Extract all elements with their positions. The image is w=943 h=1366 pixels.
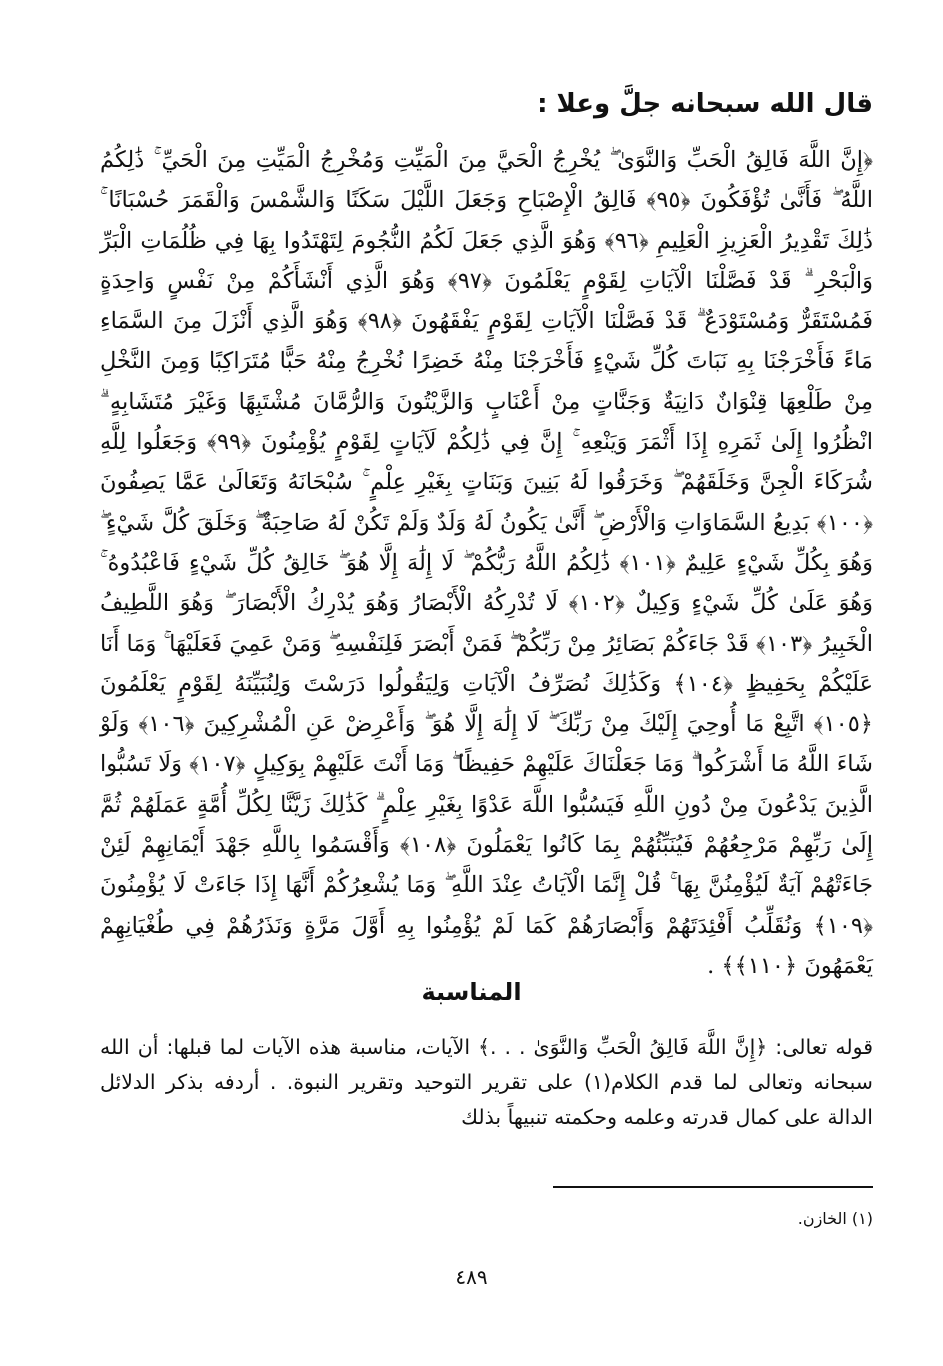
footnote: (١) الخازن.	[797, 1209, 873, 1228]
commentary-paragraph: قوله تعالى: ﴿إِنَّ اللَّهَ فَالِقُ الْحَبِّ وَالنَّوَىٰ . . .﴾ الآيات، مناسبة هذه الآيات لما قبلها: أن الله سبحانه وتعالى لما قدم الكلام(١) على تقرير التوحيد وتقرير النبوة. . أردفه بذكر الدلائل الدالة على كمال قدرته وعلمه وحكمته تنبيهاً بذلك	[100, 1035, 873, 1129]
page-number: ٤٨٩	[455, 1265, 488, 1289]
page-heading: قال الله سبحانه جلَّ وعلا :	[537, 89, 873, 119]
footnote-divider	[553, 1186, 873, 1188]
quran-verses: ﴿إِنَّ اللَّهَ فَالِقُ الْحَبِّ وَالنَّوَىٰ ۖ يُخْرِجُ الْحَيَّ مِنَ الْمَيِّتِ وَمُخْرِجُ الْمَيِّتِ مِنَ الْحَيِّ ۚ ذَٰلِكُمُ اللَّهُ ۖ فَأَنَّىٰ تُؤْفَكُونَ ﴿٩٥﴾ فَالِقُ الْإِصْبَاحِ وَجَعَلَ اللَّيْلَ سَكَنًا وَالشَّمْسَ وَالْقَمَرَ حُسْبَانًا ۚ ذَٰلِكَ تَقْدِيرُ الْعَزِيزِ الْعَلِيمِ ﴿٩٦﴾ وَهُوَ الَّذِي جَعَلَ لَكُمُ النُّجُومَ لِتَهْتَدُوا بِهَا فِي ظُلُمَاتِ الْبَرِّ وَالْبَحْرِ ۗ قَدْ فَصَّلْنَا الْآيَاتِ لِقَوْمٍ يَعْلَمُونَ ﴿٩٧﴾ وَهُوَ الَّذِي أَنْشَأَكُمْ مِنْ نَفْسٍ وَاحِدَةٍ فَمُسْتَقَرٌّ وَمُسْتَوْدَعٌ ۗ قَدْ فَصَّلْنَا الْآيَاتِ لِقَوْمٍ يَفْقَهُونَ ﴿٩٨﴾ وَهُوَ الَّذِي أَنْزَلَ مِنَ السَّمَاءِ مَاءً فَأَخْرَجْنَا بِهِ نَبَاتَ كُلِّ شَيْءٍ فَأَخْرَجْنَا مِنْهُ خَضِرًا نُخْرِجُ مِنْهُ حَبًّا مُتَرَاكِبًا وَمِنَ النَّخْلِ مِنْ طَلْعِهَا قِنْوَانٌ دَانِيَةٌ وَجَنَّاتٍ مِنْ أَعْنَابٍ وَالزَّيْتُونَ وَالرُّمَّانَ مُشْتَبِهًا وَغَيْرَ مُتَشَابِهٍ ۗ انْظُرُوا إِلَىٰ ثَمَرِهِ إِذَا أَثْمَرَ وَيَنْعِهِ ۚ إِنَّ فِي ذَٰلِكُمْ لَآيَاتٍ لِقَوْمٍ يُؤْمِنُونَ ﴿٩٩﴾ وَجَعَلُوا لِلَّهِ شُرَكَاءَ الْجِنَّ وَخَلَقَهُمْ ۖ وَخَرَقُوا لَهُ بَنِينَ وَبَنَاتٍ بِغَيْرِ عِلْمٍ ۚ سُبْحَانَهُ وَتَعَالَىٰ عَمَّا يَصِفُونَ ﴿١٠٠﴾ بَدِيعُ السَّمَاوَاتِ وَالْأَرْضِ ۖ أَنَّىٰ يَكُونُ لَهُ وَلَدٌ وَلَمْ تَكُنْ لَهُ صَاحِبَةٌ ۖ وَخَلَقَ كُلَّ شَيْءٍ ۖ وَهُوَ بِكُلِّ شَيْءٍ عَلِيمٌ ﴿١٠١﴾ ذَٰلِكُمُ اللَّهُ رَبُّكُمْ ۖ لَا إِلَٰهَ إِلَّا هُوَ ۖ خَالِقُ كُلِّ شَيْءٍ فَاعْبُدُوهُ ۚ وَهُوَ عَلَىٰ كُلِّ شَيْءٍ وَكِيلٌ ﴿١٠٢﴾ لَا تُدْرِكُهُ الْأَبْصَارُ وَهُوَ يُدْرِكُ الْأَبْصَارَ ۖ وَهُوَ اللَّطِيفُ الْخَبِيرُ ﴿١٠٣﴾ قَدْ جَاءَكُمْ بَصَائِرُ مِنْ رَبِّكُمْ ۖ فَمَنْ أَبْصَرَ فَلِنَفْسِهِ ۖ وَمَنْ عَمِيَ فَعَلَيْهَا ۚ وَمَا أَنَا عَلَيْكُمْ بِحَفِيظٍ ﴿١٠٤﴾ وَكَذَٰلِكَ نُصَرِّفُ الْآيَاتِ وَلِيَقُولُوا دَرَسْتَ وَلِنُبَيِّنَهُ لِقَوْمٍ يَعْلَمُونَ ﴿١٠٥﴾ اتَّبِعْ مَا أُوحِيَ إِلَيْكَ مِنْ رَبِّكَ ۖ لَا إِلَٰهَ إِلَّا هُوَ ۖ وَأَعْرِضْ عَنِ الْمُشْرِكِينَ ﴿١٠٦﴾ وَلَوْ شَاءَ اللَّهُ مَا أَشْرَكُوا ۗ وَمَا جَعَلْنَاكَ عَلَيْهِمْ حَفِيظًا ۖ وَمَا أَنْتَ عَلَيْهِمْ بِوَكِيلٍ ﴿١٠٧﴾ وَلَا تَسُبُّوا الَّذِينَ يَدْعُونَ مِنْ دُونِ اللَّهِ فَيَسُبُّوا اللَّهَ عَدْوًا بِغَيْرِ عِلْمٍ ۗ كَذَٰلِكَ زَيَّنَّا لِكُلِّ أُمَّةٍ عَمَلَهُمْ ثُمَّ إِلَىٰ رَبِّهِمْ مَرْجِعُهُمْ فَيُنَبِّئُهُمْ بِمَا كَانُوا يَعْمَلُونَ ﴿١٠٨﴾ وَأَقْسَمُوا بِاللَّهِ جَهْدَ أَيْمَانِهِمْ لَئِنْ جَاءَتْهُمْ آيَةٌ لَيُؤْمِنُنَّ بِهَا ۚ قُلْ إِنَّمَا الْآيَاتُ عِنْدَ اللَّهِ ۖ وَمَا يُشْعِرُكُمْ أَنَّهَا إِذَا جَاءَتْ لَا يُؤْمِنُونَ ﴿١٠٩﴾ وَنُقَلِّبُ أَفْئِدَتَهُمْ وَأَبْصَارَهُمْ كَمَا لَمْ يُؤْمِنُوا بِهِ أَوَّلَ مَرَّةٍ وَنَذَرُهُمْ فِي طُغْيَانِهِمْ يَعْمَهُونَ ﴿١١٠﴾﴾ .	[100, 147, 874, 979]
section-title: المناسبة	[421, 978, 522, 1006]
